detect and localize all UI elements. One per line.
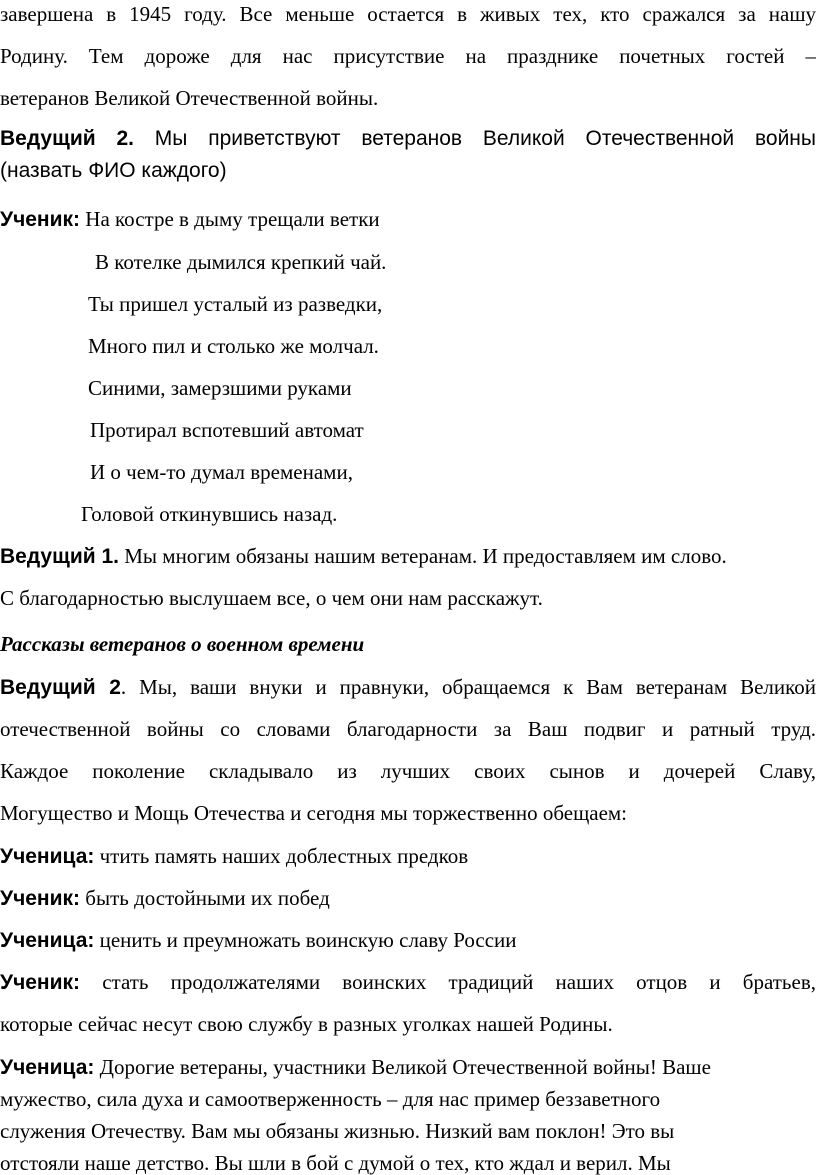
host2-thanks-line-3: Каждое поколение складывало из лучших своих сынов и дочерей Славу, [0, 759, 816, 783]
oath-text: ценить и преумножать воинскую славу России [94, 928, 517, 952]
speaker-label: Ученица: [0, 929, 95, 952]
host2-greeting-text: Мы приветствуют ветеранов Великой Отечественной войны [133, 127, 816, 150]
oath-text: быть достойными их побед [80, 886, 330, 910]
speaker-label: Ученик: [0, 971, 81, 994]
host2-thanks-line-1 [0, 677, 816, 698]
host2-thanks-text: . Мы, ваши внуки и правнуки, обращаемся к Вам ветеранам Великой [120, 675, 816, 699]
oath-text: чтить память наших доблестных предков [94, 844, 469, 868]
speaker-label: Ученица: [0, 845, 95, 868]
poem-line: Ты пришел усталый из разведки, [88, 292, 383, 316]
section-heading: Рассказы ветеранов о военном времени [0, 632, 365, 656]
host1-line-1 [0, 546, 816, 567]
intro-line-2: Родину. Тем дороже для нас присутствие на празднике почетных гостей – [0, 44, 816, 68]
oath-line [0, 972, 816, 993]
oath-line [0, 846, 816, 867]
poem-line: Синими, замерзшими руками [88, 376, 352, 400]
poem-line: Протирал вспотевший автомат [90, 418, 364, 442]
speaker-label: Ученик: [0, 208, 81, 231]
host2-thanks-line-4: Могущество и Мощь Отечества и сегодня мы торжественно обещаем: [0, 801, 628, 825]
speaker-label: Ведущий 2 [0, 676, 121, 699]
host2-greeting-line-2: (назвать ФИО каждого) [0, 159, 227, 182]
poem-line: Много пил и столько же молчал. [88, 334, 379, 358]
host1-text: Мы многим обязаны нашим ветеранам. И предоставляем им слово. [119, 544, 727, 568]
oath-continuation: которые сейчас несут свою службу в разных уголках нашей Родины. [0, 1012, 613, 1036]
poem-line-text: На костре в дыму трещали ветки [80, 207, 380, 231]
final-line-4: отстояли наше детство. Вы шли в бой с думой о тех, кто ждал и верил. Мы [0, 1151, 671, 1175]
poem-first-line [0, 209, 816, 230]
host2-greeting-line-1 [0, 128, 816, 149]
speaker-label: Ученица: [0, 1056, 95, 1079]
speaker-label: Ведущий 1. [0, 545, 119, 568]
final-line-3: служения Отечеству. Вам мы обязаны жизнью. Низкий вам поклон! Это вы [0, 1119, 675, 1143]
oath-line [0, 888, 816, 909]
oath-line [0, 930, 816, 951]
speaker-label: Ведущий 2. [0, 127, 134, 150]
speaker-label: Ученик: [0, 887, 81, 910]
final-line-1 [0, 1057, 816, 1078]
poem-line: В котелке дымился крепкий чай. [95, 250, 387, 274]
poem-line: И о чем-то думал временами, [90, 460, 353, 484]
host2-thanks-line-2: отечественной войны со словами благодарности за Ваш подвиг и ратный труд. [0, 717, 816, 741]
poem-line: Головой откинувшись назад. [81, 502, 338, 526]
intro-line-1: завершена в 1945 году. Все меньше остается в живых тех, кто сражался за нашу [0, 2, 816, 26]
host1-line-2: С благодарностью выслушаем все, о чем они нам расскажут. [0, 586, 543, 610]
final-text: Дорогие ветераны, участники Великой Отечественной войны! Ваше [94, 1055, 711, 1079]
oath-text: стать продолжателями воинских традиций наших отцов и братьев, [80, 970, 816, 994]
final-line-2: мужество, сила духа и самоотверженность – для нас пример беззаветного [0, 1087, 661, 1111]
intro-line-3: ветеранов Великой Отечественной войны. [0, 86, 379, 110]
